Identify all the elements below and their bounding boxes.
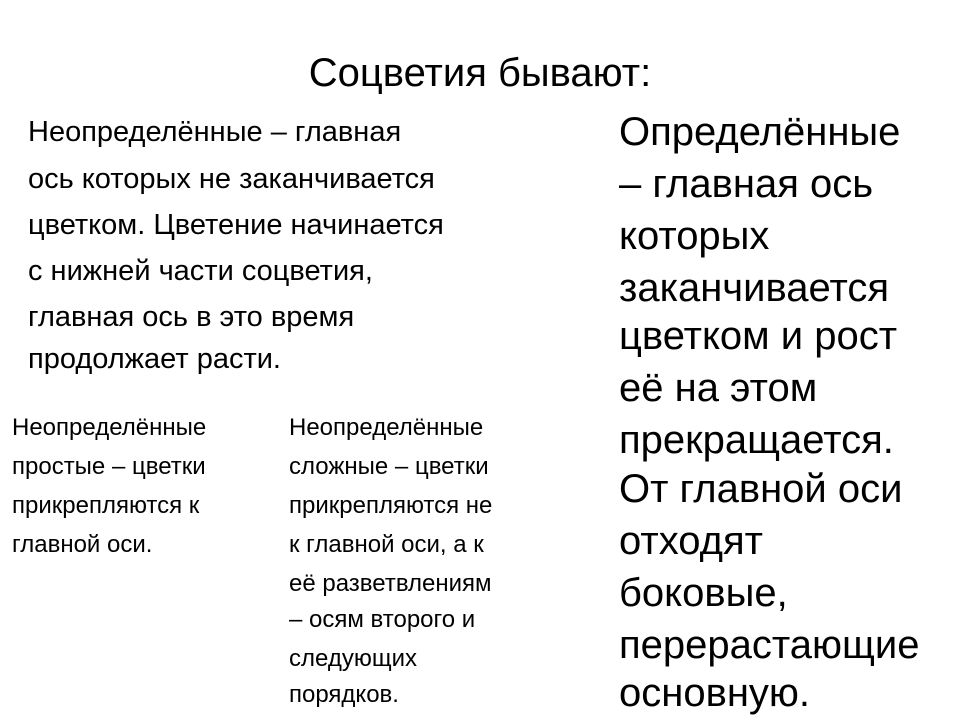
determinate-line: Определённые [619, 110, 901, 154]
indeterminate-line: Неопределённые – главная [28, 116, 402, 148]
compound-line: её разветвлениям [289, 570, 492, 597]
determinate-line: отходят [619, 519, 763, 563]
indeterminate-line: ось которых не заканчивается [28, 163, 435, 195]
simple-line: Неопределённые [12, 414, 207, 441]
simple-line: простые – цветки [12, 453, 206, 480]
indeterminate-line: цветком. Цветение начинается [28, 209, 444, 241]
compound-line: – осям второго и [289, 606, 476, 633]
simple-line: главной оси. [12, 531, 153, 558]
compound-line: порядков. [289, 681, 399, 708]
determinate-line: цветком и рост [619, 314, 898, 358]
determinate-line: основную. [619, 671, 811, 715]
determinate-line: заканчивается [619, 266, 889, 310]
indeterminate-line: главная ось в это время [28, 301, 355, 333]
indeterminate-line: с нижней части соцветия, [28, 255, 373, 287]
compound-line: к главной оси, а к [289, 531, 484, 558]
determinate-line: От главной оси [619, 467, 903, 511]
determinate-line: боковые, [619, 571, 788, 615]
determinate-line: которых [619, 214, 770, 258]
determinate-line: её на этом [619, 366, 818, 410]
slide-title: Соцветия бывают: [308, 51, 652, 95]
determinate-line: перерастающие [619, 623, 920, 667]
simple-line: прикрепляются к [12, 492, 200, 519]
compound-line: Неопределённые [289, 414, 484, 441]
indeterminate-line: продолжает расти. [28, 343, 281, 375]
compound-line: сложные – цветки [289, 453, 489, 480]
compound-line: следующих [289, 645, 417, 672]
compound-line: прикрепляются не [289, 492, 493, 519]
determinate-line: – главная ось [619, 162, 874, 206]
determinate-line: прекращается. [619, 418, 894, 462]
